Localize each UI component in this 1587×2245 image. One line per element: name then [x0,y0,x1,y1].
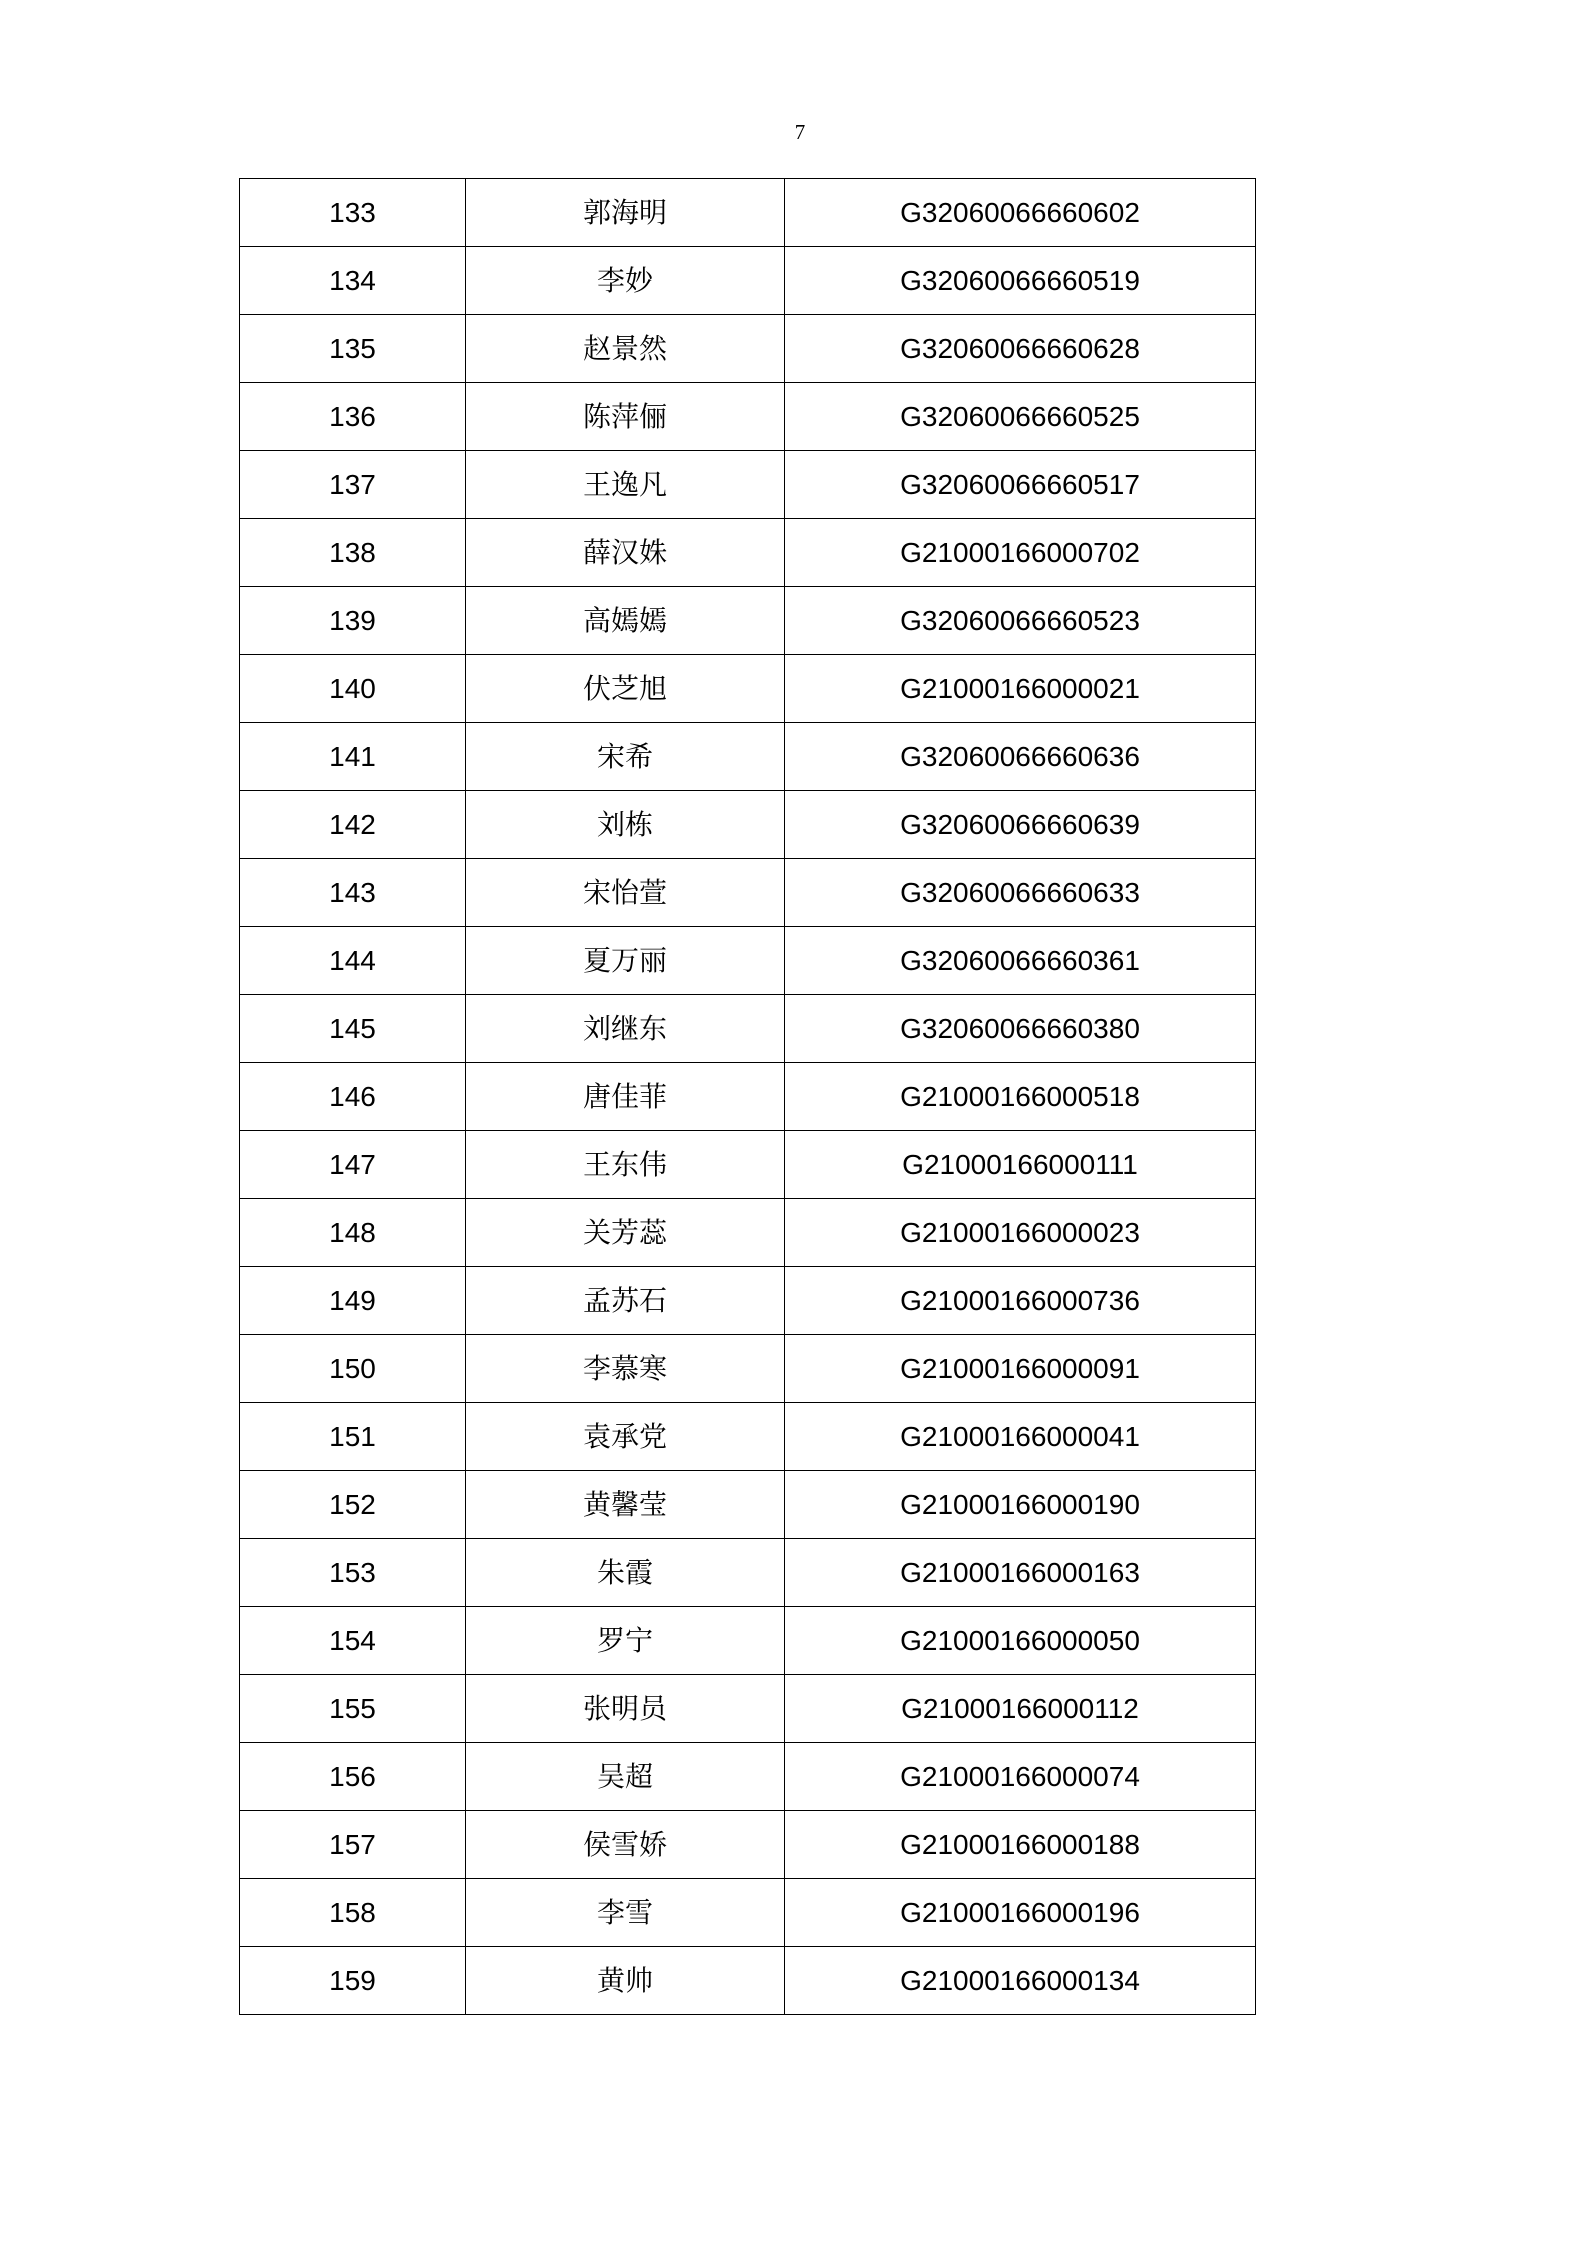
row-name-cell: 罗宁 [466,1607,785,1675]
table-row [240,859,1256,927]
row-index-cell: 135 [240,315,466,383]
row-index-cell: 154 [240,1607,466,1675]
row-certificate-cell: G21000166000023 [785,1199,1256,1267]
row-name-cell: 李慕寒 [466,1335,785,1403]
row-name-cell: 赵景然 [466,315,785,383]
row-index-cell: 150 [240,1335,466,1403]
row-name-cell: 孟苏石 [466,1267,785,1335]
row-name-cell: 高嫣嫣 [466,587,785,655]
row-index-cell: 140 [240,655,466,723]
table-row [240,451,1256,519]
row-certificate-cell: G32060066660380 [785,995,1256,1063]
table-row [240,519,1256,587]
row-index-cell: 149 [240,1267,466,1335]
table-row [240,1403,1256,1471]
row-name-cell: 关芳蕊 [466,1199,785,1267]
table-row [240,587,1256,655]
row-name-cell: 朱霞 [466,1539,785,1607]
row-index-cell: 148 [240,1199,466,1267]
row-index-cell: 144 [240,927,466,995]
table-row [240,1539,1256,1607]
table-row [240,791,1256,859]
row-certificate-cell: G21000166000163 [785,1539,1256,1607]
row-index-cell: 152 [240,1471,466,1539]
row-name-cell: 夏万丽 [466,927,785,995]
row-certificate-cell: G32060066660525 [785,383,1256,451]
row-certificate-cell: G32060066660602 [785,179,1256,247]
row-name-cell: 吴超 [466,1743,785,1811]
table-row [240,1675,1256,1743]
page-number: 7 [794,120,806,144]
table-row [240,383,1256,451]
row-index-cell: 147 [240,1131,466,1199]
row-name-cell: 王逸凡 [466,451,785,519]
row-name-cell: 唐佳菲 [466,1063,785,1131]
row-index-cell: 156 [240,1743,466,1811]
row-certificate-cell: G32060066660639 [785,791,1256,859]
row-name-cell: 刘继东 [466,995,785,1063]
roster-table [239,178,1256,2015]
table-row [240,927,1256,995]
row-name-cell: 伏芝旭 [466,655,785,723]
row-name-cell: 薛汉姝 [466,519,785,587]
row-certificate-cell: G32060066660517 [785,451,1256,519]
row-certificate-cell: G21000166000091 [785,1335,1256,1403]
row-index-cell: 142 [240,791,466,859]
row-index-cell: 159 [240,1947,466,2015]
row-index-cell: 155 [240,1675,466,1743]
row-certificate-cell: G32060066660523 [785,587,1256,655]
row-certificate-cell: G21000166000134 [785,1947,1256,2015]
row-name-cell: 宋希 [466,723,785,791]
row-name-cell: 黄帅 [466,1947,785,2015]
row-certificate-cell: G32060066660361 [785,927,1256,995]
row-certificate-cell: G21000166000736 [785,1267,1256,1335]
row-index-cell: 145 [240,995,466,1063]
table-row [240,315,1256,383]
row-index-cell: 138 [240,519,466,587]
row-index-cell: 153 [240,1539,466,1607]
row-certificate-cell: G21000166000050 [785,1607,1256,1675]
table-row [240,1335,1256,1403]
row-certificate-cell: G32060066660633 [785,859,1256,927]
row-certificate-cell: G21000166000518 [785,1063,1256,1131]
table-row [240,1879,1256,1947]
row-certificate-cell: G21000166000074 [785,1743,1256,1811]
row-index-cell: 151 [240,1403,466,1471]
row-index-cell: 158 [240,1879,466,1947]
roster-table-body [240,179,1256,2015]
row-certificate-cell: G21000166000196 [785,1879,1256,1947]
row-certificate-cell: G32060066660519 [785,247,1256,315]
row-certificate-cell: G32060066660636 [785,723,1256,791]
row-index-cell: 141 [240,723,466,791]
row-certificate-cell: G21000166000188 [785,1811,1256,1879]
row-name-cell: 李妙 [466,247,785,315]
row-name-cell: 侯雪娇 [466,1811,785,1879]
table-row [240,655,1256,723]
row-index-cell: 136 [240,383,466,451]
table-row [240,247,1256,315]
table-row [240,1811,1256,1879]
row-name-cell: 王东伟 [466,1131,785,1199]
row-name-cell: 李雪 [466,1879,785,1947]
row-name-cell: 袁承党 [466,1403,785,1471]
row-name-cell: 郭海明 [466,179,785,247]
table-row [240,995,1256,1063]
row-index-cell: 139 [240,587,466,655]
table-row [240,1471,1256,1539]
table-row [240,1199,1256,1267]
table-row [240,179,1256,247]
row-name-cell: 张明员 [466,1675,785,1743]
row-index-cell: 146 [240,1063,466,1131]
row-index-cell: 134 [240,247,466,315]
table-row [240,1607,1256,1675]
row-index-cell: 157 [240,1811,466,1879]
row-certificate-cell: G21000166000112 [785,1675,1256,1743]
row-name-cell: 宋怡萱 [466,859,785,927]
row-certificate-cell: G21000166000021 [785,655,1256,723]
table-row [240,1131,1256,1199]
table-row [240,723,1256,791]
row-certificate-cell: G32060066660628 [785,315,1256,383]
table-row [240,1267,1256,1335]
row-index-cell: 143 [240,859,466,927]
table-row [240,1947,1256,2015]
row-index-cell: 133 [240,179,466,247]
table-row [240,1063,1256,1131]
row-name-cell: 黄馨莹 [466,1471,785,1539]
row-certificate-cell: G21000166000702 [785,519,1256,587]
row-index-cell: 137 [240,451,466,519]
row-certificate-cell: G21000166000041 [785,1403,1256,1471]
row-name-cell: 刘栋 [466,791,785,859]
row-certificate-cell: G21000166000190 [785,1471,1256,1539]
table-row [240,1743,1256,1811]
row-certificate-cell: G21000166000111 [785,1131,1256,1199]
row-name-cell: 陈萍俪 [466,383,785,451]
